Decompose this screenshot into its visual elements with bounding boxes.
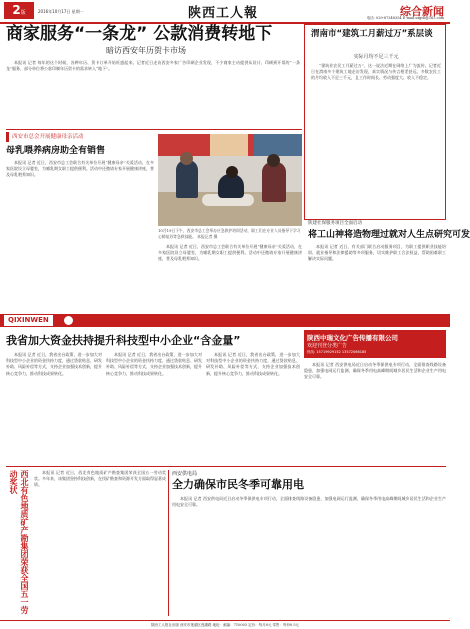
classified-ad: [304, 330, 446, 358]
newspaper-logo: 陕西工人報: [188, 6, 259, 21]
story6-body: [172, 496, 446, 616]
ad-slogan: 欢迎刊登分类广告: [307, 343, 348, 349]
story3-tag: 陕建社保服务项目全面启动: [308, 221, 362, 226]
story6-body-text: 本报讯 记者 西安供电局近日启动冬季保供电专项行动，全面排查线路设备隐患，加强电网运行监测，确保冬季用电高峰期间城乡居民生活和企业生产用电安全可靠。: [172, 496, 446, 508]
story2-continued: [158, 244, 302, 310]
contact-info: 电话: 029-87348354 E-mail:sxgrb@163.com: [366, 16, 444, 20]
story2-tag: 西安市总会开展健康母亲活动: [6, 132, 146, 142]
story4-body-col3: [206, 352, 300, 464]
story3-body: [308, 244, 446, 310]
photo-poster-2: [254, 134, 302, 156]
photo-caption: 10月19日下午，西安市总工会举办应急救护培训活动，职工们在专业人员指导下学习心肺复苏等急救技能。 本报记者 摄: [158, 228, 301, 239]
lead-body-text: 本报讯 记者 每年的这个时候，各种年历、贺卡订单开始旺盛起来。记者近日走访西安多家广告印刷企业发现，不少商家主动提供从设计、印刷到开票的“一条龙”服务，部分单位将公款印制年历贺卡的需求转入“地下”。: [6, 60, 300, 72]
story2-body: [6, 160, 154, 308]
story4-body-col2: [106, 352, 202, 464]
cpr-training-photo: [158, 134, 302, 226]
story4-body-col1: [6, 352, 102, 464]
story5-body-text: 本报讯 记者 近日，西北有色地质矿产勘查集团荣获全国五一劳动奖状。多年来，该集团坚持科技创新，在找矿勘查和资源开发方面取得显著成绩。: [34, 470, 166, 488]
story4-body-text-2: 本报讯 记者 近日，我省出台政策，进一步加大对科技型中小企业的资金扶持力度，通过贷款贴息、研发补助、风险补偿等方式，支持企业加强技术创新，提升核心竞争力，推动科技成果转化。: [106, 352, 202, 376]
band-logo: QIXINWEN: [4, 315, 53, 326]
footer: 陕西工人报社出版 西安市莲湖区莲湖路 地址：邮编：710003 定价：每月8元 零售：每份0.5元: [0, 620, 450, 628]
section-divider: [6, 129, 302, 130]
story3-body-text: 本报讯 记者 近日，有关部门联合启动服务项目，为职工提供职业技能培训、就业指导和法律援助等多项服务，切实维护职工合法权益，帮助困难职工解决实际问题。: [308, 244, 446, 262]
section-band: [0, 314, 450, 327]
story6-right-text: 本报讯 记者 西安供电局近日启动冬季保供电专项行动，全面排查线路设备隐患，加强电网运行监测，确保冬季用电高峰期间城乡居民生活和企业生产用电安全可靠。: [304, 362, 446, 380]
right-story-body-text: “建筑业农民工月薪过万”，这一说法近期在网络上广为流传。记者近日在渭南多个建筑工地走访发现，真实情况与传言相差甚远，多数农民工的月均收入不足三千元，且工作时间长、劳动强度大、收入不稳定。: [311, 63, 441, 81]
story4-headline: 我省加大资金扶持提升科技型中小企业“含金量”: [6, 334, 241, 347]
story6-right-column: [304, 362, 446, 464]
story2-body-text: 本报讯 记者 近日，西安市总工会联合有关单位开展“健康母亲”关爱活动，在多家医院设立母婴室，为哺乳期女职工提供便利。活动中还邀请专家开展健康讲座，普及母乳喂养知识。: [6, 160, 154, 178]
column-divider: [168, 470, 169, 616]
band-circle-icon: [64, 316, 73, 325]
photo-person-1-head: [180, 152, 193, 165]
story3-headline: 将工山神将造物理过就对人生点研究可发: [308, 230, 470, 240]
story4-body-text-3: 本报讯 记者 近日，我省出台政策，进一步加大对科技型中小企业的资金扶持力度，通过贷款贴息、研发补助、风险补偿等方式，支持企业加强技术创新，提升核心竞争力，推动科技成果转化。: [206, 352, 300, 376]
right-story-box: [304, 24, 446, 220]
lead-body: [6, 60, 300, 126]
story5-body: [34, 470, 166, 616]
page-number: 2: [12, 3, 21, 17]
story2-headline: 母乳喂养病房助全有销售: [6, 146, 106, 156]
right-story-body: [311, 63, 441, 213]
issue-date: 2016年10月17日 星期一: [38, 9, 84, 14]
page-suffix: 版: [20, 10, 26, 16]
page-number-box: [4, 2, 34, 19]
right-story-subhead: 实际月均不足三千元: [353, 54, 399, 60]
story2-continued-text: 本报讯 记者 近日，西安市总工会联合有关单位开展“健康母亲”关爱活动，在多家医院设立母婴室，为哺乳期女职工提供便利。活动中还邀请专家开展健康讲座，普及母乳喂养知识。: [158, 244, 302, 262]
story6-headline: 全力确保市民冬季可靠用电: [172, 478, 304, 491]
story4-body-text: 本报讯 记者 近日，我省出台政策，进一步加大对科技型中小企业的资金扶持力度，通过贷款贴息、研发补助、风险补偿等方式，支持企业加强技术创新，提升核心竞争力，推动科技成果转化。: [6, 352, 102, 376]
lead-headline: 商家服务“一条龙” 公款消费转地下: [6, 24, 273, 44]
story6-tag: 西安供电局: [172, 471, 198, 477]
photo-person-2: [262, 162, 286, 202]
lower-divider: [6, 466, 446, 467]
section-title: 综合新闻: [400, 5, 444, 18]
photo-trainee-head: [226, 166, 238, 178]
photo-poster-1: [210, 134, 248, 156]
photo-person-2-head: [267, 154, 280, 167]
photo-person-1: [176, 160, 198, 198]
story5-vertical-headline: 西北有色地质矿产勘集团荣获全国五一劳动奖状: [9, 470, 29, 614]
ad-company: 陕西中瑞文化广告传播有限公司: [307, 334, 398, 342]
lead-subhead: 暗访西安年历贺卡市场: [106, 46, 186, 55]
right-story-headline: 渭南市“建筑工月薪过万”系层谈: [311, 29, 433, 39]
ad-phone: 热线: 15719929152 13572066185: [307, 350, 367, 354]
masthead: [0, 0, 450, 22]
